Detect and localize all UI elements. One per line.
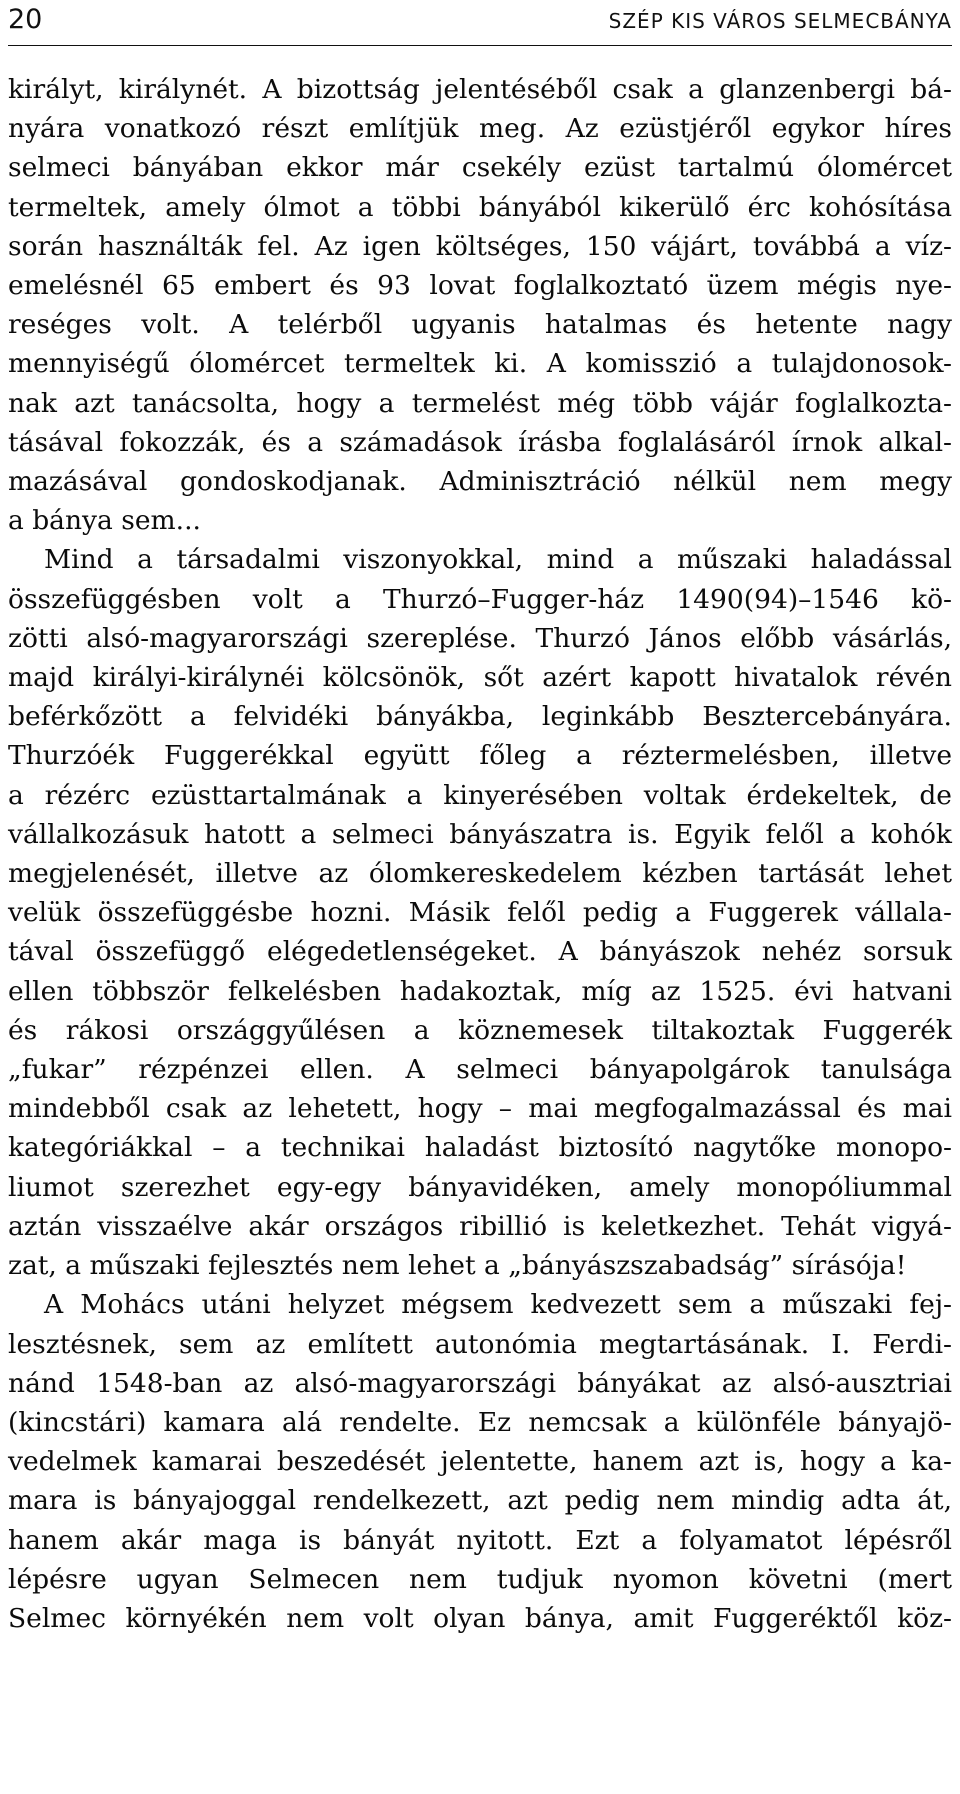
text-line: során használták fel. Az igen költséges, 150 vájárt, továbbá a víz- bbox=[8, 230, 952, 262]
text-line: termeltek, amely ólmot a többi bányából kikerülő érc kohósítása bbox=[8, 191, 952, 223]
text-line: Selmec környékén nem volt olyan bánya, amit Fuggeréktől köz- bbox=[8, 1602, 952, 1634]
page-header bbox=[8, 0, 952, 46]
text-line: vállalkozásuk hatott a selmeci bányászatra is. Egyik felől a kohók bbox=[8, 818, 952, 850]
text-line: megjelenését, illetve az ólomkereskedelem kézben tartását lehet bbox=[8, 858, 952, 890]
text-line: vedelmek kamarai beszedését jelentette, hanem azt is, hogy a ka- bbox=[8, 1446, 952, 1478]
text-line: nánd 1548-ban az alsó-magyarországi bányákat az alsó-ausztriai bbox=[8, 1367, 952, 1399]
text-line: Mind a társadalmi viszonyokkal, mind a műszaki haladással bbox=[44, 544, 952, 576]
text-line: liumot szerezhet egy-egy bányavidéken, amely monopóliummal bbox=[8, 1171, 952, 1203]
text-line: majd királyi-királynéi kölcsönök, sőt azért kapott hivatalok révén bbox=[8, 662, 952, 694]
text-line: emelésnél 65 embert és 93 lovat foglalkoztató üzem mégis nye- bbox=[8, 270, 952, 302]
text-line: zat, a műszaki fejlesztés nem lehet a „bányászszabadság” sírásója! bbox=[8, 1250, 907, 1282]
text-line: nak azt tanácsolta, hogy a termelést még több vájár foglalkozta- bbox=[8, 387, 952, 419]
text-line: reséges volt. A telérből ugyanis hatalmas és hetente nagy bbox=[8, 309, 952, 341]
text-line: Thurzóék Fuggerékkal együtt főleg a réztermelésben, illetve bbox=[8, 740, 952, 772]
text-line: „fukar” rézpénzei ellen. A selmeci bányapolgárok tanulsága bbox=[8, 1054, 952, 1086]
text-line: nyára vonatkozó részt említjük meg. Az ezüstjéről egykor híres bbox=[8, 113, 952, 145]
text-line: a bánya sem... bbox=[8, 505, 201, 537]
text-line: aztán visszaélve akár országos ribillió is keletkezhet. Tehát vigyá- bbox=[8, 1210, 952, 1242]
text-line: velük összefüggésbe hozni. Másik felől pedig a Fuggerek vállala- bbox=[8, 897, 952, 929]
text-line: tával összefüggő elégedetlenségeket. A bányászok nehéz sorsuk bbox=[8, 936, 952, 968]
page-number: 20 bbox=[8, 4, 43, 35]
text-line: királyt, királynét. A bizottság jelentéséből csak a glanzenbergi bá- bbox=[8, 74, 952, 105]
text-line: mara is bányajoggal rendelkezett, azt pedig nem mindig adta át, bbox=[8, 1485, 952, 1517]
text-line: lépésre ugyan Selmecen nem tudjuk nyomon követni (mert bbox=[8, 1563, 952, 1595]
text-line: lesztésnek, sem az említett autonómia megtartásának. I. Ferdi- bbox=[8, 1328, 952, 1360]
running-title: SZÉP KIS VÁROS SELMECBÁNYA bbox=[608, 9, 952, 33]
text-line: mazásával gondoskodjanak. Adminisztráció nélkül nem megy bbox=[8, 466, 952, 498]
text-line: tásával fokozzák, és a számadások írásba foglalásáról írnok alkal- bbox=[8, 426, 952, 458]
text-line: a rézérc ezüsttartalmának a kinyerésében voltak érdekeltek, de bbox=[8, 779, 952, 811]
text-line: A Mohács utáni helyzet mégsem kedvezett sem a műszaki fej- bbox=[44, 1289, 952, 1321]
text-line: beférkőzött a felvidéki bányákba, leginkább Besztercebányára. bbox=[8, 701, 952, 733]
header-rule bbox=[8, 45, 952, 46]
text-line: mennyiségű ólomércet termeltek ki. A komisszió a tulajdonosok- bbox=[8, 348, 952, 380]
text-line: és rákosi országgyűlésen a köznemesek tiltakoztak Fuggerék bbox=[8, 1014, 952, 1046]
text-line: összefüggésben volt a Thurzó–Fugger-ház 1490(94)–1546 kö- bbox=[8, 583, 952, 615]
text-line: ellen többször felkelésben hadakoztak, míg az 1525. évi hatvani bbox=[8, 975, 952, 1007]
text-line: (kincstári) kamara alá rendelte. Ez nemcsak a különféle bányajö- bbox=[8, 1406, 952, 1438]
text-line: selmeci bányában ekkor már csekély ezüst tartalmú ólomércet bbox=[8, 152, 952, 184]
text-line: kategóriákkal – a technikai haladást biztosító nagytőke monopo- bbox=[8, 1132, 952, 1164]
text-line: hanem akár maga is bányát nyitott. Ezt a folyamatot lépésről bbox=[8, 1524, 952, 1556]
text-line: zötti alsó-magyarországi szereplése. Thurzó János előbb vásárlás, bbox=[8, 622, 952, 654]
text-line: mindebből csak az lehetett, hogy – mai megfogalmazással és mai bbox=[8, 1093, 952, 1125]
body-text bbox=[8, 70, 952, 1638]
